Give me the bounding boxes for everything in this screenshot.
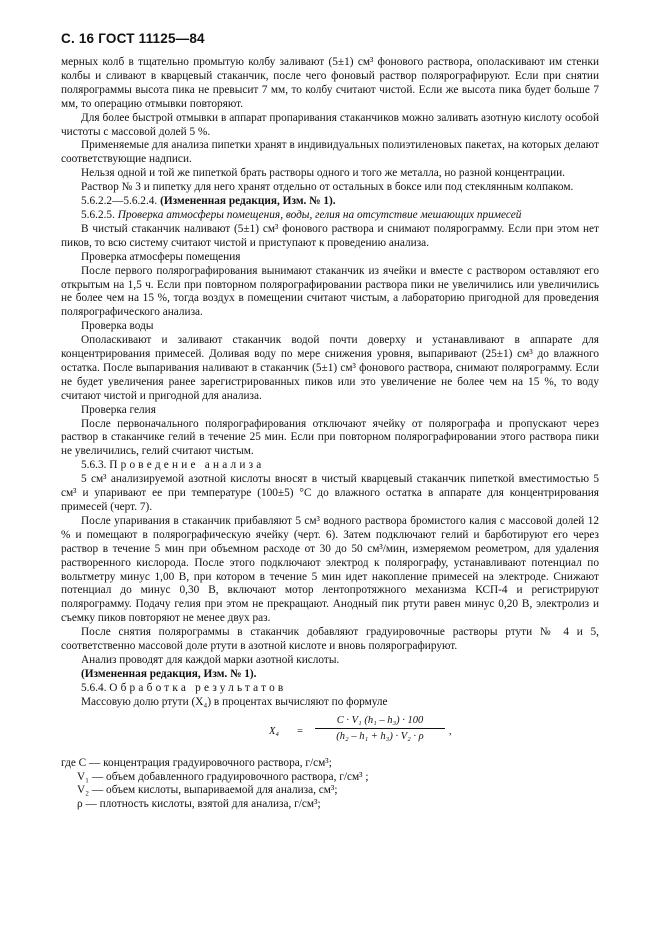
paragraph: После снятия полярограммы в стаканчик добавляют градуировочные растворы ртути № 4 и 5, соответственно массовой доле ртути в азотной кислоте и вновь полярографируют. — [61, 626, 599, 653]
clause-number: 5.6.2.2—5.6.2.4. — [81, 195, 158, 208]
clause-title: Проведение анализа — [109, 459, 265, 472]
paragraph: Анализ проводят для каждой марки азотной кислоты. — [81, 653, 340, 666]
amendment-note: (Измененная редакция, Изм. № 1). — [160, 195, 336, 208]
amendment-note: (Измененная редакция, Изм. № 1). — [81, 667, 257, 680]
clause-title: Проверка атмосферы помещения, воды, гелия на отсутствие мешающих примесей — [117, 208, 522, 221]
formula-lhs: X₄ — [269, 725, 280, 737]
amendment-line — [61, 195, 599, 209]
formula-fraction — [315, 713, 445, 744]
clause-number: 5.6.3. — [81, 459, 107, 472]
paragraph: Раствор № 3 и пипетку для него хранят отдельно от остальных в боксе или под стеклянным колпаком. — [81, 181, 574, 194]
clause-number: 5.6.2.5. — [81, 208, 115, 221]
paragraph: Применяемые для анализа пипетки хранят в индивидуальных полиэтиленовых пакетах, на которых делают соответствующие надписи. — [61, 139, 599, 166]
subheading: Проверка гелия — [81, 403, 156, 416]
variable-definitions — [61, 757, 599, 813]
definition-line: V₂ — объем кислоты, выпариваемой для анализа, см³; — [77, 784, 338, 797]
paragraph: В чистый стаканчик наливают (5±1) см³ фонового раствора и снимают полярограмму. Если при этом нет пиков, то всю систему считают чистой и приступают к проведению анализа. — [61, 222, 599, 249]
clause-title: Обработка результатов — [109, 681, 287, 694]
definition-line: где C — концентрация градуировочного раствора, г/см³; — [61, 756, 332, 769]
paragraph: После первоначального полярографирования отключают ячейку от полярографа и пропускают через раствор в стаканчике гелий в течение 25 мин. Если при повторном полярографировании этого раствора пики не увеличились, гелий считают чистым. — [61, 417, 599, 458]
formula — [61, 713, 599, 753]
subheading: Проверка атмосферы помещения — [81, 250, 241, 263]
paragraph: Ополаскивают и заливают стаканчик водой почти доверху и устанавливают в аппарате для концентрирования примесей. Доливая воду по мере снижения уровня, выпаривают (25±1) см³ до влажного остатка. После выпаривания наливают в стаканчик (5±1) см³ фонового раствора, снимают полярограмму. Если не будет увеличения ранее зарегистрированных пиков или это увеличение не более чем на 15 %, то воду считают чистой и пригодной для анализа. — [61, 334, 599, 402]
paragraph: После упаривания в стаканчик прибавляют 5 см³ водного раствора бромистого калия с массовой долей 12 % и помещают в полярографическую ячейку (черт. 6). Затем подключают гелий и барботируют его через раствор в течение 5 мин при объемном расходе от 30 до 50 см³/мин, измеряемом реометром, для удаления растворенного кислорода. После этого подключают электрод к полярографу, устанавливают потенциал по вольтметру минус 1,00 В, при котором в течение 5 мин идет накопление примесей на электроде. Снижают потенциал до минус 0,30 В, включают мотор лентопротяжного механизма КСП-4 и регистрируют полярограмму. Подачу гелия при этом не прекращают. Анодный пик ртути равен минус 0,20 В, электролиз и съемку пиков повторяют не менее двух раз. — [61, 514, 599, 625]
subheading: Проверка воды — [81, 320, 154, 333]
formula-numerator: C · V₁ (h₁ – h₃) · 100 — [336, 714, 424, 726]
clause-number: 5.6.4. — [81, 681, 107, 694]
paragraph: Массовую долю ртути (X₄) в процентах вычисляют по формуле — [81, 695, 388, 708]
paragraph: Для более быстрой отмывки в аппарат пропаривания стаканчиков можно заливать азотную кислоту особой чистоты с массовой долей 5 %. — [61, 111, 599, 138]
definition-line: ρ — плотность кислоты, взятой для анализа, г/см³; — [77, 798, 321, 811]
page-header: С. 16 ГОСТ 11125—84 — [61, 31, 205, 46]
clause-heading — [61, 682, 599, 696]
document-body — [61, 56, 599, 812]
paragraph: После первого полярографирования вынимают стаканчик из ячейки и вместе с раствором оставляют его открытым на 1,5 ч. Если при повторном полярографировании раствора пики не увеличились или увеличились не более чем на 15 %, тогда воздух в помещении считают чистым, а лабораторию пригодной для проведения полярографического анализа. — [61, 264, 599, 319]
formula-comma: , — [449, 725, 452, 737]
clause-heading — [61, 459, 599, 473]
paragraph: мерных колб в тщательно промытую колбу заливают (5±1) см³ фонового раствора, ополаскивают им стенки колбы и сливают в кварцевый стаканчик, после чего фоновый раствор полярографируют. Если при снятии полярограммы высота пика не превысит 7 мм, то колбу считают чистой. Если же высота пика будет больше 7 мм, то операцию отмывки повторяют. — [61, 56, 599, 110]
clause-heading — [61, 209, 599, 223]
paragraph: 5 см³ анализируемой азотной кислоты вносят в чистый кварцевый стаканчик пипеткой вместимостью 5 см³ и упаривают ее при температуре (100±5) °С до влажного остатка в аппарате для концентрирования примесей (черт. 7). — [61, 473, 599, 513]
formula-denominator: (h₂ – h₁ + h₃) · V₂ · ρ — [315, 728, 445, 744]
formula-equals: = — [297, 725, 303, 737]
paragraph: Нельзя одной и той же пипеткой брать растворы одного и того же металла, но разной концентрации. — [81, 167, 566, 180]
definition-line: V₁ — объем добавленного градуировочного раствора, г/см³ ; — [77, 770, 369, 783]
